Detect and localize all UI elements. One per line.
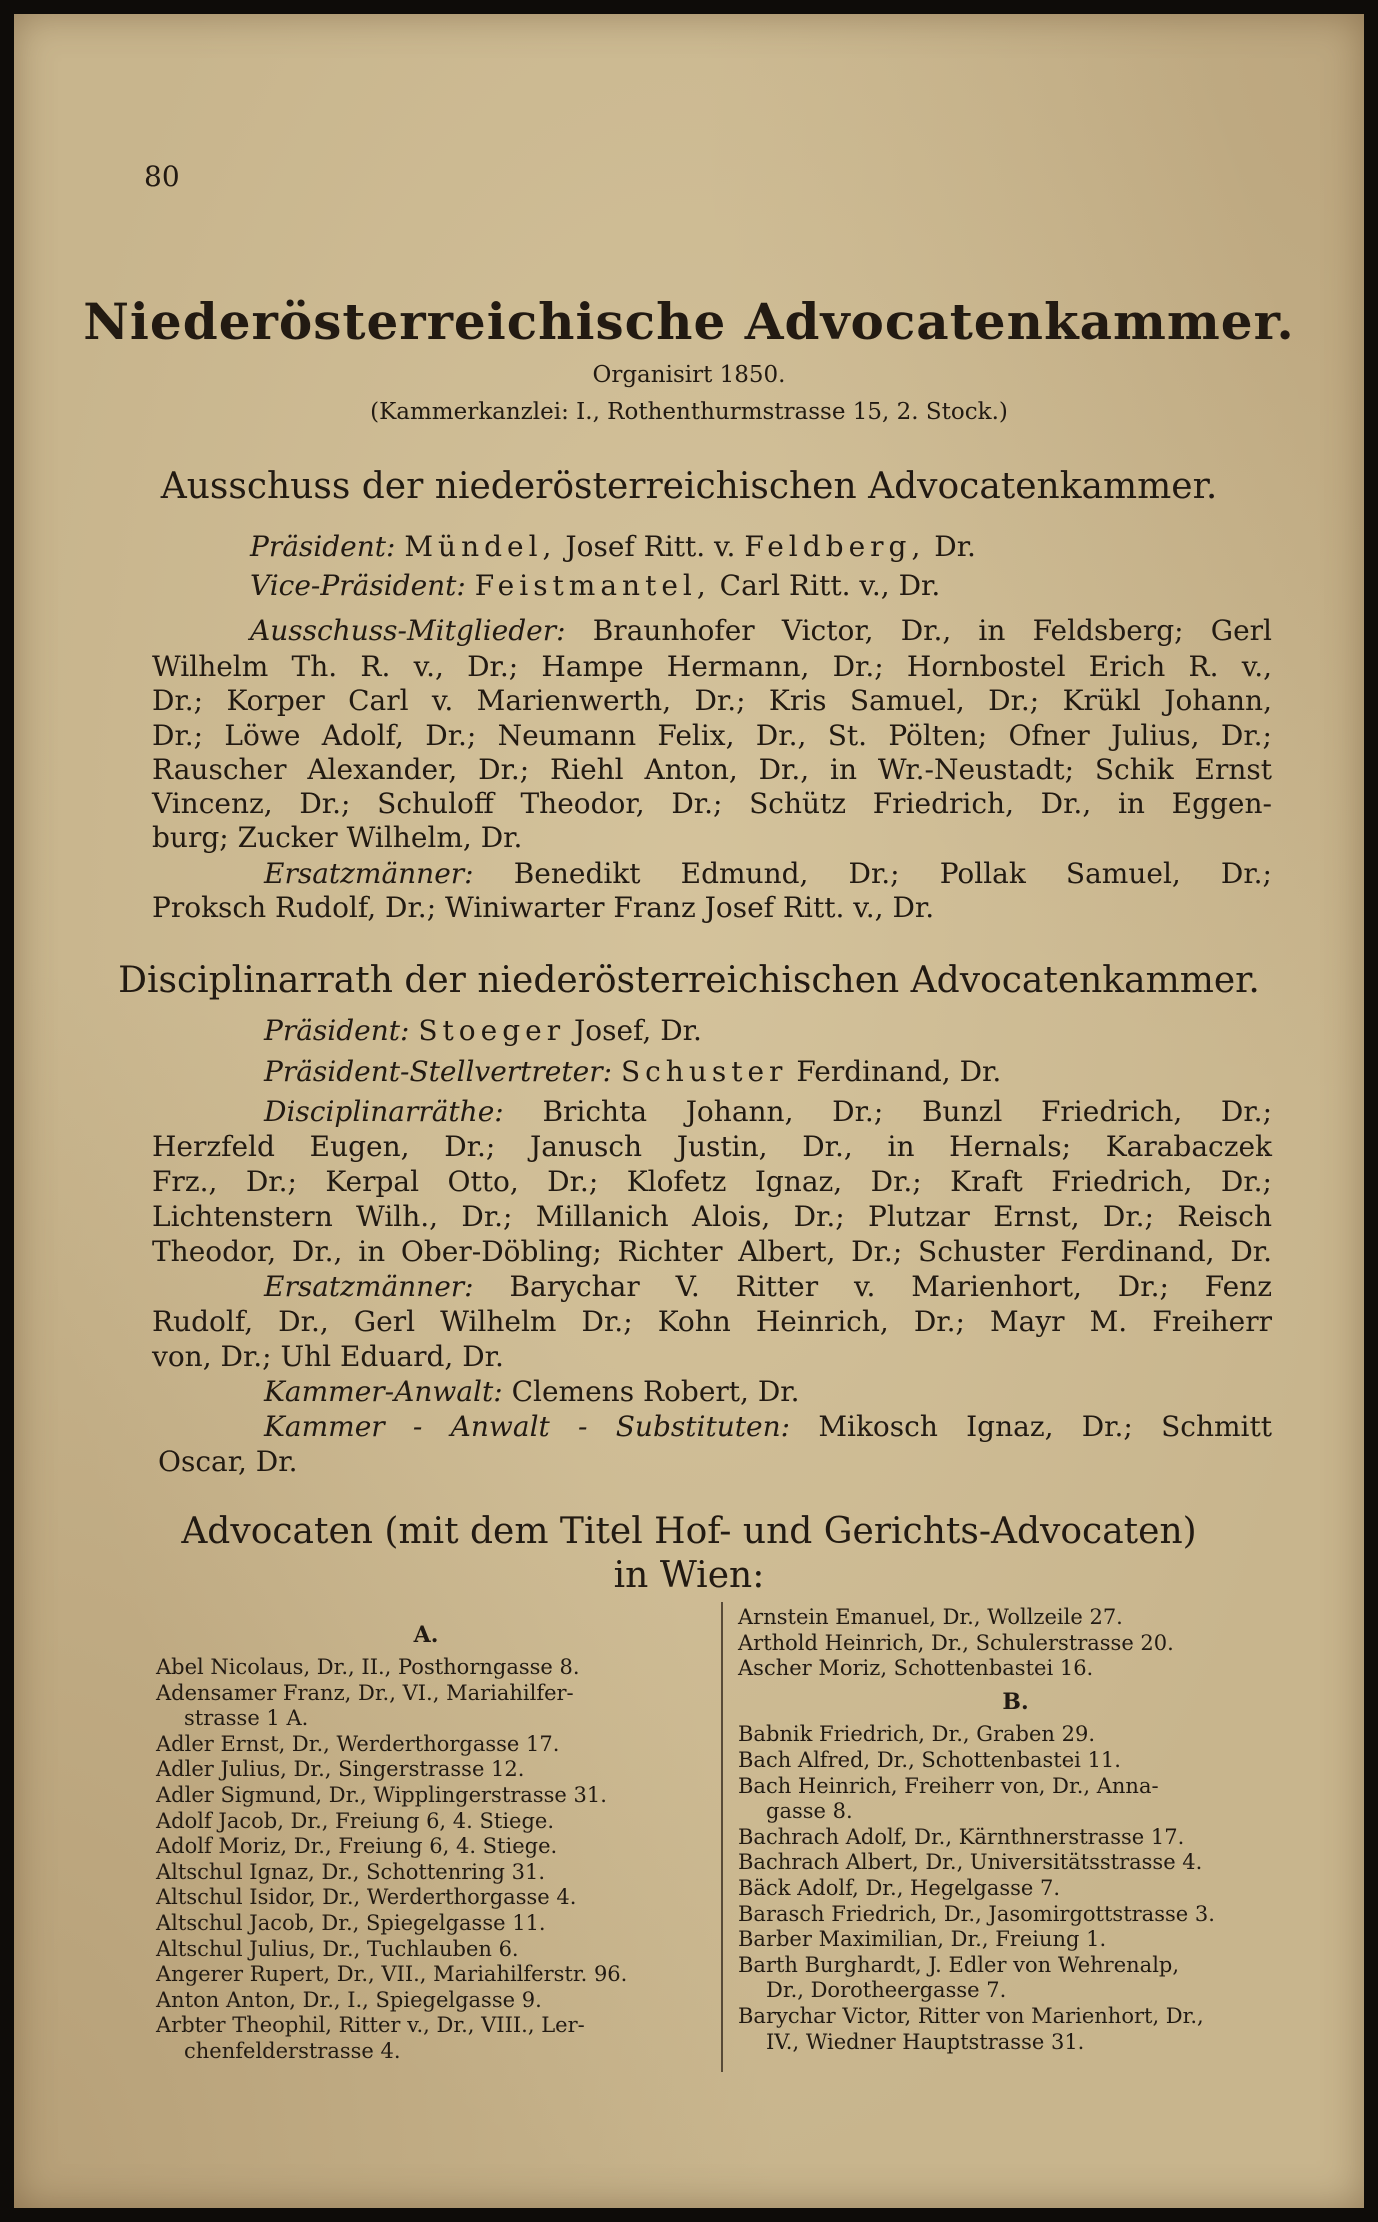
disc-president-label: Präsident: [264,1014,410,1047]
members-line: Vincenz, Dr.; Schuloff Theodor, Dr.; Schütz Friedrich, Dr., in Eggen- [152,787,1272,820]
directory-entry: Adolf Moriz, Dr., Freiung 6, 4. Stiege. [156,1834,558,1859]
president-end: Dr. [934,530,976,563]
chancery-address: (Kammerkanzlei: I., Rothenthurmstrasse 15, 2. Stock.) [370,399,1008,425]
right-entries-b [738,1722,1293,2055]
directory-entry: gasse 8. [766,1799,853,1824]
left-column [156,1655,696,2065]
president-rest: Josef Ritt. v. [565,530,736,563]
deputy-label: Präsident-Stellvertreter: [264,1055,613,1088]
councillors-first [264,1095,1272,1128]
members-line: Dr.; Korper Carl v. Marienwerth, Dr.; Kris Samuel, Dr.; Krükl Johann, [152,684,1272,717]
substitutes-last-line: Proksch Rudolf, Dr.; Winiwarter Franz Josef Ritt. v., Dr. [152,891,935,924]
disciplinar-heading: Disciplinarrath der niederösterreichischen Advocatenkammer. [118,960,1260,1001]
disc-president-name: Stoeger [418,1014,566,1047]
directory-entry: Bachrach Albert, Dr., Universitätsstrasse 4. [738,1850,1203,1875]
directory-entry: Barber Maximilian, Dr., Freiung 1. [738,1927,1107,1952]
directory-entry: Ascher Moriz, Schottenbastei 16. [738,1656,1094,1681]
kammer-substitute-first [264,1410,1272,1443]
ausschuss-vice-president [250,569,940,602]
disc-substitutes-first [264,1270,1272,1303]
directory-entry: Altschul Ignaz, Dr., Schottenring 31. [156,1859,546,1884]
deputy-name: Schuster [620,1055,788,1088]
councillors-line: Herzfeld Eugen, Dr.; Janusch Justin, Dr., in Hernals; Karabaczek [152,1130,1272,1163]
vice-president-rest: Carl Ritt. v., Dr. [719,569,941,602]
councillors-line: Frz., Dr.; Kerpal Otto, Dr.; Klofetz Ignaz, Dr.; Kraft Friedrich, Dr.; [152,1165,1272,1198]
page-title: Niederösterreichische Advocatenkammer. [83,292,1295,351]
right-entries-a [738,1605,1293,1682]
advocaten-heading-line2: in Wien: [613,1555,765,1596]
directory-entry: Anton Anton, Dr., I., Spiegelgasse 9. [156,1987,542,2012]
directory-entry: Barasch Friedrich, Dr., Jasomirgottstrasse 3. [738,1901,1215,1926]
disc-substitutes-last-line: von, Dr.; Uhl Eduard, Dr. [152,1340,504,1373]
councillors-label: Disciplinarräthe: [264,1095,504,1128]
members-line: Rauscher Alexander, Dr.; Riehl Anton, Dr., in Wr.-Neustadt; Schik Ernst [152,753,1272,786]
ausschuss-heading: Ausschuss der niederösterreichischen Advocatenkammer. [160,466,1218,507]
members-line: Dr.; Löwe Adolf, Dr.; Neumann Felix, Dr., St. Pölten; Ofner Julius, Dr.; [152,719,1272,752]
councillors-line: Theodor, Dr., in Ober-Döbling; Richter Albert, Dr.; Schuster Ferdinand, Dr. [152,1235,1272,1268]
ausschuss-members-first [250,614,1272,647]
page-number: 80 [144,160,180,193]
directory-entry: Abel Nicolaus, Dr., II., Posthorngasse 8. [156,1655,580,1679]
directory-entry: Babnik Friedrich, Dr., Graben 29. [738,1722,1096,1747]
disciplinar-president [264,1014,702,1047]
president-place: Feldberg, [744,530,926,563]
directory-entry: Adler Julius, Dr., Singerstrasse 12. [156,1757,525,1782]
directory-entry: Arthold Heinrich, Dr., Schulerstrasse 20. [738,1630,1174,1655]
ausschuss-president [250,530,976,563]
disciplinar-deputy [264,1055,1001,1088]
directory-entry: IV., Wiedner Hauptstrasse 31. [766,2029,1085,2054]
president-label: Präsident: [250,530,396,563]
kammer-anwalt-name: Clemens Robert, Dr. [511,1375,800,1408]
kammer-substitute-label: Kammer - Anwalt - Substituten: [264,1410,791,1443]
letter-a-heading: A. [413,1622,439,1648]
members-line: Wilhelm Th. R. v., Dr.; Hampe Hermann, Dr.; Hornbostel Erich R. v., [152,650,1272,683]
councillors-first-line: Brichta Johann, Dr.; Bunzl Friedrich, Dr.; [542,1095,1272,1128]
directory-entry: Bach Heinrich, Freiherr von, Dr., Anna- [738,1773,1159,1798]
directory-entry: strasse 1 A. [184,1706,309,1731]
directory-entry: Altschul Isidor, Dr., Werderthorgasse 4. [156,1885,577,1910]
disc-substitutes-label: Ersatzmänner: [264,1270,474,1303]
substitutes-first-line: Benedikt Edmund, Dr.; Pollak Samuel, Dr.; [513,857,1272,890]
ausschuss-substitutes-first [264,857,1272,890]
kammer-anwalt [264,1375,800,1408]
directory-entry: Arnstein Emanuel, Dr., Wollzeile 27. [738,1605,1123,1629]
deputy-rest: Ferdinand, Dr. [796,1055,1002,1088]
directory-entry: Barth Burghardt, J. Edler von Wehrenalp, [738,1952,1180,1977]
directory-entry: Arbter Theophil, Ritter v., Dr., VIII., Ler- [156,2013,585,2038]
vice-president-name: Feistmantel, [474,569,711,602]
councillors-line: Lichtenstern Wilh., Dr.; Millanich Alois, Dr.; Plutzar Ernst, Dr.; Reisch [152,1200,1272,1233]
letter-b-heading: B. [1002,1688,1029,1715]
directory-entry: Barychar Victor, Ritter von Marienhort, Dr., [738,2003,1204,2028]
members-last-line: burg; Zucker Wilhelm, Dr. [152,821,523,854]
kammer-anwalt-label: Kammer-Anwalt: [264,1375,503,1408]
directory-entry: Adensamer Franz, Dr., VI., Mariahilfer- [156,1680,574,1705]
members-first-line: Braunhofer Victor, Dr., in Feldsberg; Gerl [592,614,1273,647]
directory-entry: Adler Ernst, Dr., Werderthorgasse 17. [156,1731,560,1756]
directory-entry: Angerer Rupert, Dr., VII., Mariahilferstr. 96. [156,1962,628,1987]
document-page [14,14,1364,2208]
advocaten-heading-line1: Advocaten (mit dem Titel Hof- und Gerichts-Advocaten) [181,1511,1197,1552]
directory-entry: Altschul Jacob, Dr., Spiegelgasse 11. [156,1910,546,1935]
directory-entry: Dr., Dorotheergasse 7. [766,1978,1007,2003]
disc-president-rest: Josef, Dr. [574,1014,702,1047]
directory-entry: Adolf Jacob, Dr., Freiung 6, 4. Stiege. [156,1808,555,1833]
substitutes-label: Ersatzmänner: [264,857,474,890]
directory-entry: Altschul Julius, Dr., Tuchlauben 6. [156,1936,519,1961]
directory-entry: Bach Alfred, Dr., Schottenbastei 11. [738,1747,1121,1772]
column-divider [721,1602,723,2072]
directory-entry: Bäck Adolf, Dr., Hegelgasse 7. [738,1875,1061,1900]
directory-entry: Bachrach Adolf, Dr., Kärnthnerstrasse 17. [738,1824,1185,1849]
kammer-substitute-last-line: Oscar, Dr. [158,1445,298,1478]
members-label: Ausschuss-Mitglieder: [250,614,566,647]
directory-entry: chenfelderstrasse 4. [184,2038,401,2063]
right-column [738,1605,1293,2055]
organised-note: Organisirt 1850. [592,362,786,388]
vice-president-label: Vice-Präsident: [250,569,466,602]
disc-substitutes-line: Rudolf, Dr., Gerl Wilhelm Dr.; Kohn Heinrich, Dr.; Mayr M. Freiherr [152,1305,1272,1338]
president-name: Mündel, [404,530,557,563]
directory-entry: Adler Sigmund, Dr., Wipplingerstrasse 31. [156,1782,607,1807]
kammer-substitute-first-line: Mikosch Ignaz, Dr.; Schmitt [818,1410,1272,1443]
disc-substitutes-first-line: Barychar V. Ritter v. Marienhort, Dr.; Fenz [509,1270,1272,1303]
